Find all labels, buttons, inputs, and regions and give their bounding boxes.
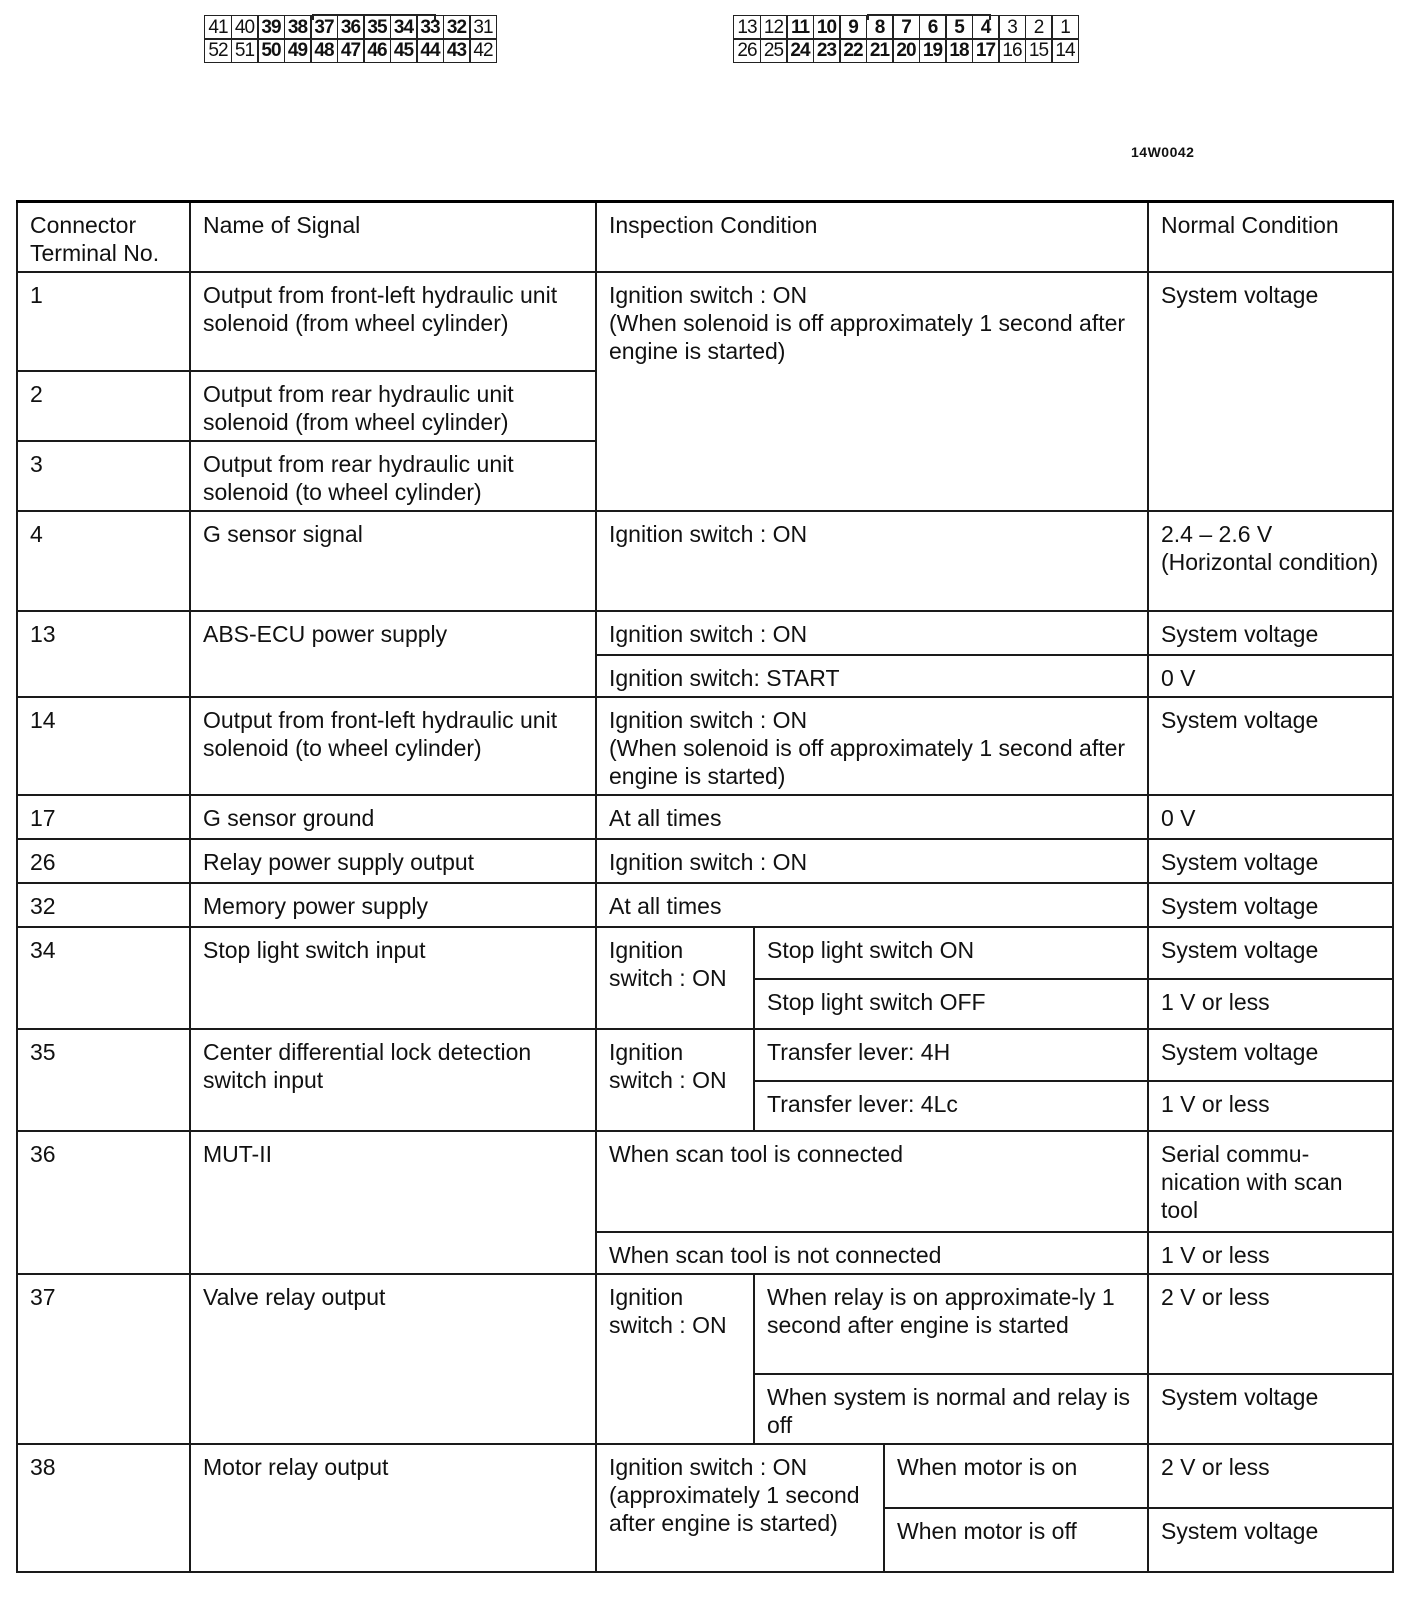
normal-cell: System voltage	[1148, 272, 1393, 511]
signal-cell: Stop light switch input	[190, 927, 596, 1029]
terminal-cell: 26	[17, 839, 190, 883]
condition-sub-cell: Transfer lever: 4Lc	[754, 1081, 1148, 1131]
signal-cell: Center differential lock detection switch input	[190, 1029, 596, 1131]
pin: 32	[443, 15, 471, 40]
signal-cell: Output from rear hydraulic unit solenoid (to wheel cylinder)	[190, 441, 596, 511]
normal-cell: Serial commu-nication with scan tool	[1148, 1131, 1393, 1232]
header-terminal: Connector Terminal No.	[17, 202, 190, 273]
pin: 26	[733, 38, 761, 63]
pin: 3	[998, 15, 1026, 40]
signal-cell: Output from front-left hydraulic unit solenoid (from wheel cylinder)	[190, 272, 596, 371]
pin: 46	[363, 38, 391, 63]
table-row	[17, 1131, 1393, 1232]
condition-cell: Ignition switch: START	[596, 655, 1148, 697]
normal-cell: System voltage	[1148, 1508, 1393, 1572]
signal-cell: Valve relay output	[190, 1274, 596, 1444]
condition-cell: Ignition switch : ON	[596, 839, 1148, 883]
pin: 19	[919, 38, 947, 63]
pin: 35	[363, 15, 391, 40]
table-row	[17, 611, 1393, 655]
normal-cell: System voltage	[1148, 839, 1393, 883]
condition-sub-cell: When motor is off	[884, 1508, 1148, 1572]
connector-left-diagram	[204, 16, 497, 63]
signal-cell: G sensor signal	[190, 511, 596, 611]
normal-cell: System voltage	[1148, 611, 1393, 655]
header-normal: Normal Condition	[1148, 202, 1393, 273]
pin: 44	[416, 38, 444, 63]
condition-sub-cell: Stop light switch OFF	[754, 979, 1148, 1029]
normal-cell: System voltage	[1148, 883, 1393, 927]
signal-cell: Output from rear hydraulic unit solenoid (from wheel cylinder)	[190, 371, 596, 441]
condition-cell: Ignition switch : ON (When solenoid is off approximately 1 second after engine is started)	[596, 272, 1148, 511]
condition-cell: At all times	[596, 795, 1148, 839]
pin: 50	[257, 38, 285, 63]
table-row	[17, 839, 1393, 883]
pin: 48	[310, 38, 338, 63]
condition-sub-cell: When system is normal and relay is off	[754, 1374, 1148, 1444]
condition-cell: Ignition switch : ON	[596, 611, 1148, 655]
normal-cell: 0 V	[1148, 795, 1393, 839]
terminal-cell: 4	[17, 511, 190, 611]
pin: 21	[866, 38, 894, 63]
normal-cell: 2 V or less	[1148, 1274, 1393, 1374]
pin: 18	[945, 38, 973, 63]
signal-cell: Motor relay output	[190, 1444, 596, 1572]
normal-cell: 2 V or less	[1148, 1444, 1393, 1508]
pin: 12	[760, 15, 788, 40]
pin: 23	[813, 38, 841, 63]
terminal-cell: 38	[17, 1444, 190, 1572]
pin: 49	[284, 38, 312, 63]
pin: 51	[231, 38, 259, 63]
pin: 41	[204, 15, 232, 40]
connector-right-latch	[867, 14, 991, 20]
normal-cell: System voltage	[1148, 697, 1393, 795]
condition-main-cell: Ignition switch : ON	[596, 1029, 754, 1131]
pin: 39	[257, 15, 285, 40]
pin: 38	[284, 15, 312, 40]
signal-cell: ABS-ECU power supply	[190, 611, 596, 697]
normal-cell: 1 V or less	[1148, 1081, 1393, 1131]
condition-main-cell: Ignition switch : ON	[596, 1274, 754, 1444]
connector-right-diagram	[733, 16, 1079, 63]
pin: 25	[760, 38, 788, 63]
terminal-cell: 37	[17, 1274, 190, 1444]
terminal-cell: 35	[17, 1029, 190, 1131]
pin: 15	[1025, 38, 1053, 63]
normal-cell: System voltage	[1148, 1029, 1393, 1081]
pin: 8	[866, 15, 894, 40]
condition-sub-cell: When motor is on	[884, 1444, 1148, 1508]
table-row	[17, 1444, 1393, 1508]
pin: 7	[892, 15, 920, 40]
condition-sub-cell: Transfer lever: 4H	[754, 1029, 1148, 1081]
signal-cell: G sensor ground	[190, 795, 596, 839]
pin: 2	[1025, 15, 1053, 40]
pin: 31	[469, 15, 497, 40]
pin: 24	[786, 38, 814, 63]
terminal-cell: 3	[17, 441, 190, 511]
pin: 17	[972, 38, 1000, 63]
pin: 43	[443, 38, 471, 63]
connector-left-bottom-row	[204, 40, 497, 64]
header-condition: Inspection Condition	[596, 202, 1148, 273]
pin: 9	[839, 15, 867, 40]
pin: 22	[839, 38, 867, 63]
pin: 34	[390, 15, 418, 40]
terminal-voltage-table	[16, 200, 1394, 1573]
signal-cell: MUT-II	[190, 1131, 596, 1274]
condition-main-cell: Ignition switch : ON	[596, 927, 754, 1029]
connector-left-latch	[312, 14, 436, 20]
condition-cell: At all times	[596, 883, 1148, 927]
normal-cell: 2.4 – 2.6 V (Horizontal condition)	[1148, 511, 1393, 611]
table-row	[17, 511, 1393, 611]
terminal-cell: 17	[17, 795, 190, 839]
figure-id: 14W0042	[1131, 144, 1195, 160]
pin: 1	[1051, 15, 1079, 40]
signal-cell: Output from front-left hydraulic unit solenoid (to wheel cylinder)	[190, 697, 596, 795]
header-signal: Name of Signal	[190, 202, 596, 273]
condition-cell: Ignition switch : ON (When solenoid is off approximately 1 second after engine is started)	[596, 697, 1148, 795]
terminal-cell: 34	[17, 927, 190, 1029]
terminal-cell: 32	[17, 883, 190, 927]
table-row	[17, 795, 1393, 839]
table-row	[17, 883, 1393, 927]
pin: 14	[1051, 38, 1079, 63]
pin: 33	[416, 15, 444, 40]
table-row	[17, 1029, 1393, 1081]
pin: 36	[337, 15, 365, 40]
table-header-row	[17, 202, 1393, 273]
pin: 52	[204, 38, 232, 63]
connector-right-bottom-row	[733, 40, 1079, 64]
table-row	[17, 272, 1393, 371]
normal-cell: 0 V	[1148, 655, 1393, 697]
pin: 20	[892, 38, 920, 63]
table-row	[17, 1274, 1393, 1374]
pin: 5	[945, 15, 973, 40]
pin: 11	[786, 15, 814, 40]
condition-cell: When scan tool is not connected	[596, 1232, 1148, 1274]
condition-main-cell: Ignition switch : ON (approximately 1 second after engine is started)	[596, 1444, 884, 1572]
normal-cell: 1 V or less	[1148, 1232, 1393, 1274]
signal-cell: Memory power supply	[190, 883, 596, 927]
condition-cell: When scan tool is connected	[596, 1131, 1148, 1232]
terminal-cell: 36	[17, 1131, 190, 1274]
condition-cell: Ignition switch : ON	[596, 511, 1148, 611]
table-row	[17, 697, 1393, 795]
terminal-cell: 1	[17, 272, 190, 371]
terminal-cell: 13	[17, 611, 190, 697]
pin: 45	[390, 38, 418, 63]
pin: 47	[337, 38, 365, 63]
pin: 37	[310, 15, 338, 40]
pin: 40	[231, 15, 259, 40]
pin: 13	[733, 15, 761, 40]
normal-cell: System voltage	[1148, 927, 1393, 979]
pin: 42	[469, 38, 497, 63]
signal-cell: Relay power supply output	[190, 839, 596, 883]
pin: 10	[813, 15, 841, 40]
pin: 6	[919, 15, 947, 40]
condition-sub-cell: Stop light switch ON	[754, 927, 1148, 979]
normal-cell: 1 V or less	[1148, 979, 1393, 1029]
condition-sub-cell: When relay is on approximate-ly 1 second after engine is started	[754, 1274, 1148, 1374]
pin: 4	[972, 15, 1000, 40]
normal-cell: System voltage	[1148, 1374, 1393, 1444]
terminal-cell: 14	[17, 697, 190, 795]
pin: 16	[998, 38, 1026, 63]
table-row	[17, 927, 1393, 979]
terminal-cell: 2	[17, 371, 190, 441]
